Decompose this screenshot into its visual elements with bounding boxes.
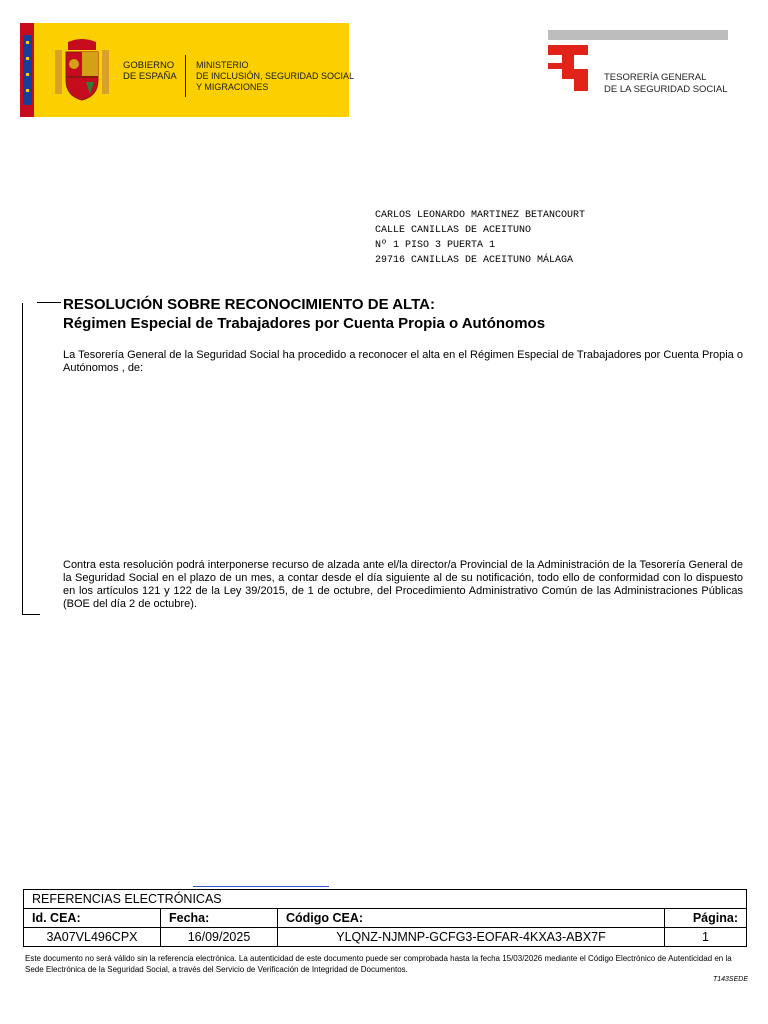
document-title: RESOLUCIÓN SOBRE RECONOCIMIENTO DE ALTA: (63, 296, 435, 313)
tgss-header-bar (548, 30, 728, 40)
recipient-city: 29716 CANILLAS DE ACEITUNO MÁLAGA (375, 255, 574, 266)
tgss-name-line: DE LA SEGURIDAD SOCIAL (604, 84, 728, 95)
references-table (23, 889, 747, 947)
page-value: 1 (665, 928, 747, 947)
ministry-line: MINISTERIO (196, 60, 249, 70)
date-value: 16/09/2025 (161, 928, 278, 947)
col-code-header: Código CEA: (278, 909, 665, 928)
footer-note: Este documento no será válido sin la referencia electrónica. La autenticidad de este documento puede ser comprobada hasta la fecha 15/03/2026 mediante el Código Electrónico de Autenticidad en la Sede Electrónica de la Seguridad Social, a través del Servicio de Verificación de Integridad de Documentos. (25, 954, 732, 974)
ministry-line: Y MIGRACIONES (196, 82, 269, 92)
document-subtitle: Régimen Especial de Trabajadores por Cuenta Propia o Autónomos (63, 315, 546, 332)
tgss-name-line: TESORERÍA GENERAL (604, 72, 707, 83)
tgss-name (604, 72, 728, 96)
bracket-bottom-line (22, 614, 40, 615)
ministry-line: DE INCLUSIÓN, SEGURIDAD SOCIAL (196, 71, 355, 81)
col-page-header: Página: (665, 909, 747, 928)
form-code: T143SEDE (712, 976, 748, 983)
recipient-detail: Nº 1 PISO 3 PUERTA 1 (375, 240, 496, 251)
col-id-header: Id. CEA: (24, 909, 161, 928)
references-heading: REFERENCIAS ELECTRÓNICAS (24, 890, 747, 909)
recipient-name: CARLOS LEONARDO MARTINEZ BETANCOURT (375, 210, 586, 221)
appeal-paragraph: Contra esta resolución podrá interponerse recurso de alzada ante el/la director/a Provincial de la Administración de la Tesorería General de la Seguridad Social en el plazo de un mes, a contar desde el día siguiente al de su notificación, todo ello de conformidad con lo dispuesto en los artículos 121 y 122 de la Ley 39/2015, de 1 de octubre, del Procedimiento Administrativo Común de las Administraciones Públicas (BOE del día 2 de octubre). (63, 559, 743, 610)
code-cea-value: YLQNZ-NJMNP-GCFG3-EOFAR-4KXA3-ABX7F (278, 928, 665, 947)
gov-name-line: DE ESPAÑA (123, 71, 177, 82)
reference-link-underline (193, 886, 329, 887)
banner-divider (185, 55, 186, 97)
gov-name-line: GOBIERNO (123, 60, 175, 71)
coat-of-arms-icon (52, 38, 112, 104)
section-bracket (22, 303, 39, 615)
eu-flag-icon (23, 35, 32, 105)
ministry-name (196, 60, 354, 93)
recipient-street: CALLE CANILLAS DE ACEITUNO (375, 225, 532, 236)
resolution-paragraph: La Tesorería General de la Seguridad Social ha procedido a reconocer el alta en el Régimen Especial de Trabajadores por Cuenta Propia o Autónomos , de: (63, 349, 743, 374)
government-name (123, 60, 177, 82)
col-date-header: Fecha: (161, 909, 278, 928)
tgss-logo-icon (548, 45, 592, 91)
bracket-top-line (37, 302, 61, 303)
id-cea-value: 3A07VL496CPX (24, 928, 161, 947)
